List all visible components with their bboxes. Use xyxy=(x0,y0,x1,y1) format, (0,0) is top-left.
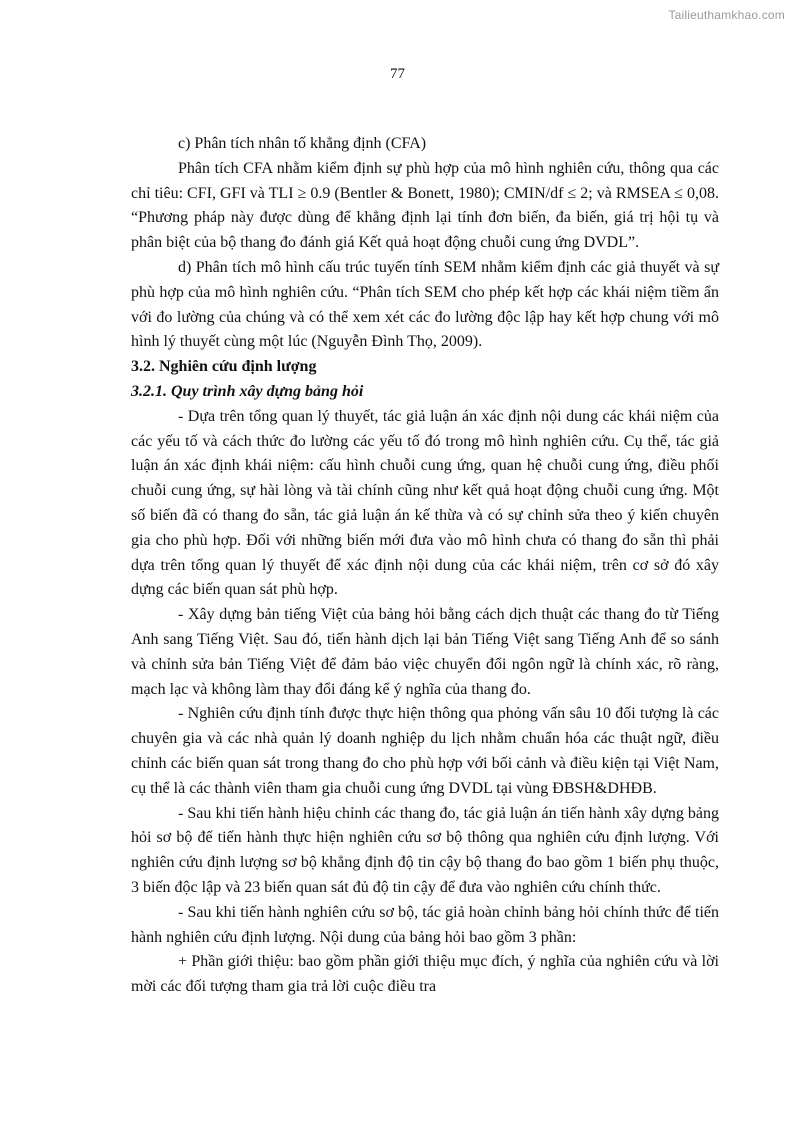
paragraph-item: - Xây dựng bản tiếng Việt của bảng hỏi bằng cách dịch thuật các thang đo từ Tiếng Anh sang Tiếng Việt. Sau đó, tiến hành dịch lại bản Tiếng Việt sang Tiếng Anh để so sánh và chỉnh sửa bản Tiếng Việt để đảm bảo việc chuyển đổi ngôn ngữ là chính xác, rõ ràng, mạch lạc và không làm thay đổi đáng kể ý nghĩa của thang đo. xyxy=(131,606,719,698)
subheading-cfa: c) Phân tích nhân tố khẳng định (CFA) xyxy=(178,135,427,152)
document-body xyxy=(131,132,719,1000)
subsection-heading: 3.2.1. Quy trình xây dựng bảng hỏi xyxy=(131,382,364,400)
section-heading: 3.2. Nghiên cứu định lượng xyxy=(131,358,317,376)
page-number: 77 xyxy=(390,66,405,82)
paragraph-cfa: Phân tích CFA nhằm kiểm định sự phù hợp của mô hình nghiên cứu, thông qua các chỉ tiêu: CFI, GFI và TLI ≥ 0.9 (Bentler & Bonett, 1980); CMIN/df ≤ 2; và RMSEA ≤ 0,08. “Phương pháp này được dùng để khẳng định lại tính đơn biến, đa biến, giá trị hội tụ và phân biệt của bộ thang đo đánh giá Kết quả hoạt động chuỗi cung ứng DVDL”. xyxy=(131,159,719,252)
paragraph-item: + Phần giới thiệu: bao gồm phần giới thiệu mục đích, ý nghĩa của nghiên cứu và lời mời các đối tượng tham gia trả lời cuộc điều tra xyxy=(131,953,719,996)
watermark: Tailieuthamkhao.com xyxy=(668,8,785,22)
paragraph-item: - Sau khi tiến hành hiệu chỉnh các thang đo, tác giả luận án tiến hành xây dựng bảng hỏi sơ bộ để tiến hành thực hiện nghiên cứu sơ bộ thông qua nghiên cứu định lượng. Với nghiên cứu định lượng sơ bộ khẳng định độ tin cậy bộ thang đo bao gồm 1 biến phụ thuộc, 3 biến độc lập và 23 biến quan sát đủ độ tin cậy để đưa vào nghiên cứu chính thức. xyxy=(131,804,719,896)
paragraph-sem: d) Phân tích mô hình cấu trúc tuyến tính SEM nhằm kiểm định các giả thuyết và sự phù hợp của mô hình nghiên cứu. “Phân tích SEM cho phép kết hợp các khái niệm tiềm ẩn với đo lường của chúng và có thể xem xét các đo lường độc lập hay kết hợp chung với mô hình lý thuyết cùng một lúc (Nguyễn Đình Thọ, 2009). xyxy=(131,258,719,351)
paragraph-item: - Nghiên cứu định tính được thực hiện thông qua phỏng vấn sâu 10 đối tượng là các chuyên gia và các nhà quản lý doanh nghiệp du lịch nhằm chuẩn hóa các thuật ngữ, điều chỉnh các biến quan sát trong thang đo cho phù hợp với bối cảnh và điều kiện tại Việt Nam, cụ thể là các thành viên tham gia chuỗi cung ứng DVDL tại vùng ĐBSH&DHĐB. xyxy=(131,705,719,797)
paragraph-item: - Dựa trên tổng quan lý thuyết, tác giả luận án xác định nội dung các khái niệm của các yếu tố và cách thức đo lường các yếu tố đó trong mô hình nghiên cứu. Cụ thể, tác giả luận án xác định khái niệm: cấu hình chuỗi cung ứng, quan hệ chuỗi cung ứng, điều phối chuỗi cung ứng, sự hài lòng và tài chính cũng như kết quả hoạt động chuỗi cung ứng. Một số biến đã có thang đo sẵn, tác giả luận án kế thừa và có sự chỉnh sửa theo ý kiến chuyên gia cho phù hợp. Đối với những biến mới đưa vào mô hình chưa có thang đo sẵn thì phải dựa trên tổng quan lý thuyết để xác định nội dung của các khái niệm, trên cơ sở đó xây dựng các biến quan sát phù hợp. xyxy=(131,407,719,599)
paragraph-item: - Sau khi tiến hành nghiên cứu sơ bộ, tác giả hoàn chỉnh bảng hỏi chính thức để tiến hành nghiên cứu định lượng. Nội dung của bảng hỏi bao gồm 3 phần: xyxy=(131,903,719,946)
